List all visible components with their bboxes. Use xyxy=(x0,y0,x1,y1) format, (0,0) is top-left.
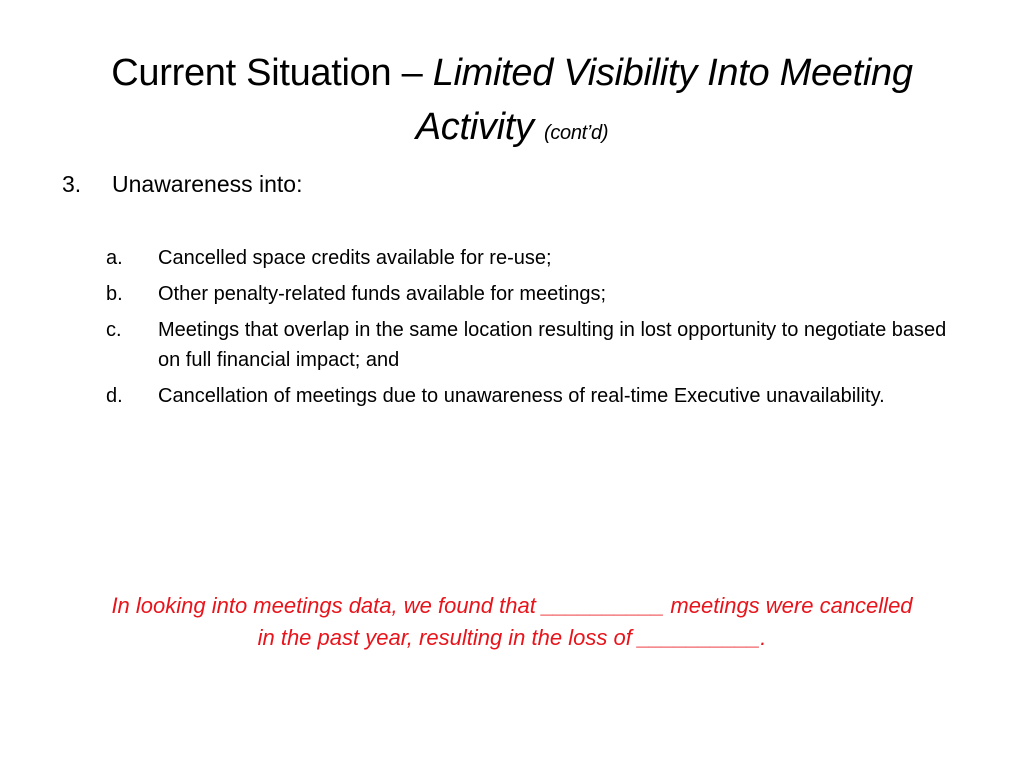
title-italic: Limited Visibility Into Meeting Activity xyxy=(415,52,913,148)
subpoint-item xyxy=(106,381,966,411)
point-3 xyxy=(62,168,303,200)
subpoint-text: Meetings that overlap in the same location resulting in lost opportunity to negotiate based on full financial impact; and xyxy=(158,319,947,371)
subpoint-item xyxy=(106,279,966,309)
subpoint-item xyxy=(106,315,966,375)
title-main: Current Situation – xyxy=(111,52,433,94)
subpoint-item xyxy=(106,243,966,273)
point-number: 3. xyxy=(62,171,82,197)
subpoint-list xyxy=(106,243,966,417)
subpoint-text: Other penalty-related funds available for meetings; xyxy=(158,283,607,305)
callout-line-1: In looking into meetings data, we found that __________ meetings were cancelled xyxy=(111,593,913,618)
subpoint-marker: d. xyxy=(106,385,123,407)
subpoint-marker: c. xyxy=(106,319,122,341)
subpoint-text: Cancelled space credits available for re-use; xyxy=(158,247,552,269)
callout-line-2: in the past year, resulting in the loss of __________. xyxy=(257,625,767,650)
callout-text xyxy=(40,590,984,654)
subpoint-marker: a. xyxy=(106,247,123,269)
subpoint-text: Cancellation of meetings due to unawareness of real-time Executive unavailability. xyxy=(158,385,885,407)
slide-title xyxy=(60,46,964,160)
subpoint-marker: b. xyxy=(106,283,123,305)
title-suffix: (cont’d) xyxy=(543,122,609,144)
point-text: Unawareness into: xyxy=(112,171,303,197)
